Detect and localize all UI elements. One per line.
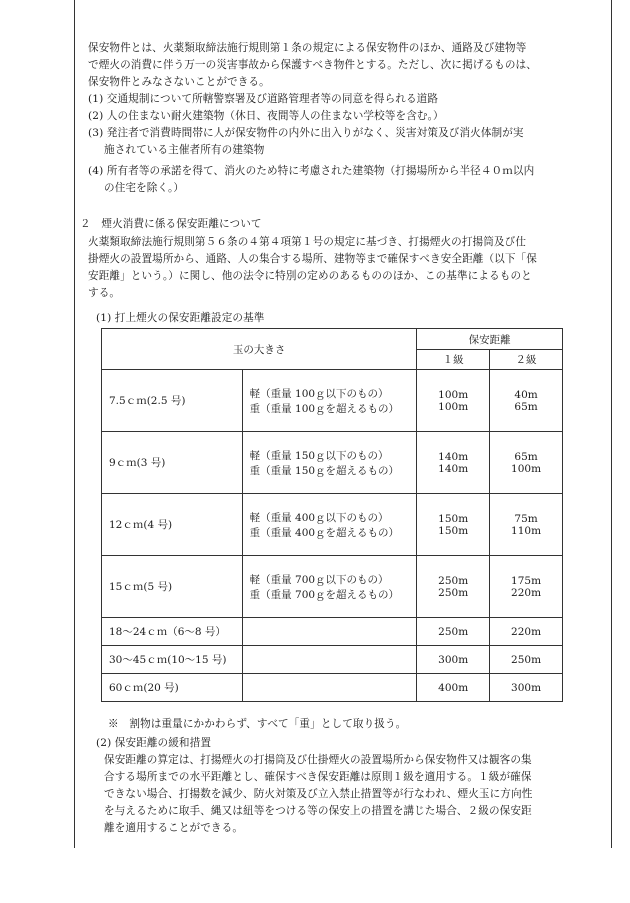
grade-1-cell — [417, 494, 490, 556]
distance-value: 40m — [514, 388, 538, 401]
exception-number: (3) — [88, 127, 104, 139]
paragraph-line: 掛煙火の設置場所から、通路、人の集合する場所、建物等まで確保すべき安全距離（以下「保 — [88, 253, 537, 265]
paragraph-line: 保安距離の算定は、打揚煙火の打揚筒及び仕掛煙火の設置場所から保安物件又は観客の集 — [104, 754, 532, 766]
distance-value: 250m — [438, 586, 469, 599]
weight-light: 軽（重量 150ｇ以下のもの） — [249, 449, 389, 462]
intro-line: 保安物件とは、火薬類取締法施行規則第１条の規定による保安物件のほか、通路及び建物等 — [88, 42, 527, 54]
weight-light: 軽（重量 700ｇ以下のもの） — [249, 573, 389, 586]
header-safety-distance: 保安距離 — [417, 329, 563, 350]
table-row — [102, 370, 563, 432]
weight-cell-empty — [242, 646, 417, 674]
exception-item-4 — [88, 163, 534, 180]
distance-value: 140m — [438, 462, 469, 475]
table-row — [102, 618, 563, 646]
weight-heavy: 重（重量 100ｇを超えるもの） — [249, 402, 400, 415]
exception-item-1 — [88, 91, 438, 108]
exception-number: (2) — [88, 110, 104, 122]
distance-value: 110m — [511, 524, 542, 537]
distance-value: 250m — [438, 574, 469, 587]
distance-value: 75m — [514, 512, 538, 525]
weight-cell — [242, 432, 417, 494]
distance-value: 100m — [438, 388, 469, 401]
distance-value: 65m — [514, 400, 538, 413]
grade-2-cell — [490, 494, 563, 556]
subsection-2-title: (2) 保安距離の緩和措置 — [96, 737, 212, 749]
paragraph-line: を与えるために取手、縄又は紐等をつける等の保安上の措置を講じた場合、２級の保安距 — [104, 805, 532, 817]
weight-cell-empty — [242, 618, 417, 646]
table-header-row — [102, 329, 563, 350]
table-note: ※ 割物は重量にかかわらず、すべて「重」として取り扱う。 — [108, 718, 407, 730]
distance-value: 100m — [511, 462, 542, 475]
subsection-1-title: (1) 打上煙火の保安距離設定の基準 — [96, 312, 265, 324]
exception-text: 発注者で消費時間帯に人が保安物件の内外に出入りがなく、災害対策及び消火体制が実 — [106, 127, 524, 139]
exception-text: 交通規制について所轄警察署及び道路管理者等の同意を得られる道路 — [106, 93, 439, 105]
exception-text: 所有者等の承諾を得て、消火のため特に考慮された建築物（打揚場所から半径４０ｍ以内 — [106, 165, 535, 177]
size-cell: 15ｃｍ(5 号) — [102, 556, 243, 618]
safety-distance-table — [101, 328, 563, 702]
size-cell: 30～45ｃｍ(10～15 号) — [102, 646, 243, 674]
exception-item-4-continued: の住宅を除く。） — [104, 182, 185, 194]
grade-2-cell — [490, 370, 563, 432]
header-grade-1: １級 — [417, 350, 490, 370]
header-grade-2: ２級 — [490, 350, 563, 370]
distance-value: 220m — [511, 586, 542, 599]
subsection-2-paragraph — [104, 752, 532, 837]
grade-2-cell: 250m — [490, 646, 563, 674]
intro-line: で煙火の消費に伴う万一の災害事故から保護すべき物件とする。ただし、次に掲げるものは、 — [88, 59, 537, 71]
grade-1-cell — [417, 370, 490, 432]
distance-value: 65m — [514, 450, 538, 463]
exception-number: (4) — [88, 165, 104, 177]
grade-1-cell — [417, 556, 490, 618]
paragraph-line: 火薬類取締法施行規則第５６条の４第４項第１号の規定に基づき、打揚煙火の打揚筒及び仕 — [88, 236, 527, 248]
grade-1-cell: 250m — [417, 618, 490, 646]
size-cell: 7.5ｃｍ(2.5 号) — [102, 370, 243, 432]
paragraph-line: 離を適用することができる。 — [104, 822, 244, 834]
size-cell: 60ｃｍ(20 号) — [102, 674, 243, 702]
table-row — [102, 432, 563, 494]
grade-2-cell: 220m — [490, 618, 563, 646]
grade-1-cell: 300m — [417, 646, 490, 674]
weight-cell — [242, 370, 417, 432]
distance-value: 175m — [511, 574, 542, 587]
section-2-paragraph — [88, 234, 537, 302]
weight-heavy: 重（重量 150ｇを超えるもの） — [249, 464, 400, 477]
exception-text: 人の住まない耐火建築物（休日、夜間等人の住まない学校等を含む。） — [106, 110, 444, 122]
exception-item-2 — [88, 108, 444, 125]
weight-light: 軽（重量 400ｇ以下のもの） — [249, 511, 389, 524]
intro-line: 保安物件とみなさないことができる。 — [88, 76, 270, 88]
size-cell: 12ｃｍ(4 号) — [102, 494, 243, 556]
paragraph-line: 安距離」という。）に関し、他の法令に特別の定めのあるもののほか、この基準によるものと — [88, 270, 532, 282]
grade-1-cell: 400m — [417, 674, 490, 702]
paragraph-line: できない場合、打揚数を減少、防火対策及び立入禁止措置等が行なわれ、煙火玉に方向性 — [104, 788, 533, 800]
table-row — [102, 674, 563, 702]
grade-1-cell — [417, 432, 490, 494]
distance-value: 100m — [438, 400, 469, 413]
paragraph-line: する。 — [88, 287, 121, 299]
section-2-heading: ２ 煙火消費に係る保安距離について — [80, 218, 262, 230]
weight-light: 軽（重量 100ｇ以下のもの） — [249, 387, 389, 400]
intro-paragraph — [88, 40, 537, 91]
weight-cell — [242, 556, 417, 618]
header-ball-size: 玉の大きさ — [102, 329, 417, 370]
grade-2-cell: 300m — [490, 674, 563, 702]
weight-cell — [242, 494, 417, 556]
table-row — [102, 494, 563, 556]
distance-value: 150m — [438, 524, 469, 537]
distance-value: 150m — [438, 512, 469, 525]
weight-heavy: 重（重量 700ｇを超えるもの） — [249, 588, 400, 601]
grade-2-cell — [490, 432, 563, 494]
exception-number: (1) — [88, 93, 104, 105]
exception-item-3-continued: 施されている主催者所有の建築物 — [104, 144, 265, 156]
weight-heavy: 重（重量 400ｇを超えるもの） — [249, 526, 400, 539]
weight-cell-empty — [242, 674, 417, 702]
table-row — [102, 646, 563, 674]
exception-item-3 — [88, 125, 524, 142]
grade-2-cell — [490, 556, 563, 618]
table-row — [102, 556, 563, 618]
distance-value: 140m — [438, 450, 469, 463]
size-cell: 9ｃｍ(3 号) — [102, 432, 243, 494]
size-cell: 18～24ｃｍ（6～8 号） — [102, 618, 243, 646]
paragraph-line: 合する場所までの水平距離とし、確保すべき保安距離は原則１級を適用する。１級が確保 — [104, 771, 532, 783]
